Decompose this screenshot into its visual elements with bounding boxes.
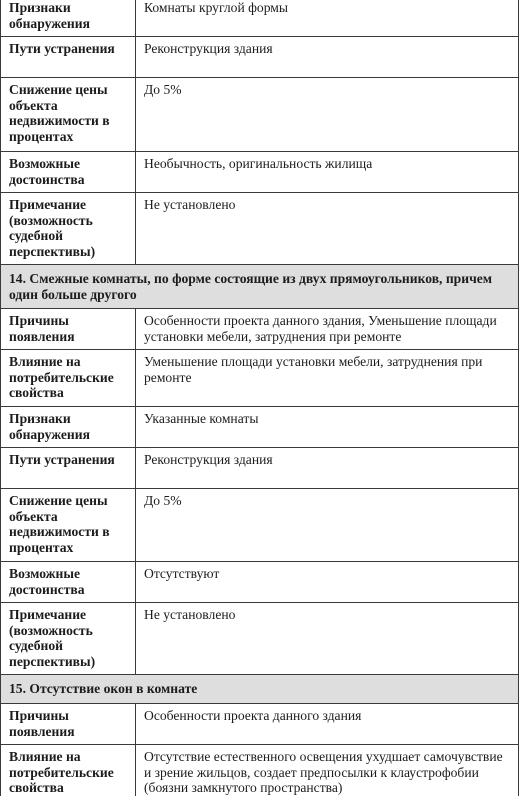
table-row [1, 78, 519, 152]
row-label: Признаки обнаружения [1, 0, 136, 37]
row-value: До 5% [136, 78, 519, 152]
row-label: Причины появления [1, 704, 136, 745]
row-value: Отсутствие естественного освещения ухудшает самочувствие и зрение жильцов, создает предпосылки к клаустрофобии (боязни замкнутого пространства) [136, 745, 519, 796]
row-label: Влияние на потребительские свойства [1, 350, 136, 407]
row-value: Не установлено [136, 603, 519, 675]
section-header [1, 675, 519, 704]
table-row [1, 562, 519, 603]
table-row [1, 152, 519, 193]
row-label: Снижение цены объекта недвижимости в процентах [1, 489, 136, 562]
row-value: Не установлено [136, 193, 519, 265]
row-value: Реконструкция здания [136, 448, 519, 489]
table-row [1, 407, 519, 448]
row-value: Указанные комнаты [136, 407, 519, 448]
row-value: Особенности проекта данного здания, Уменьшение площади установки мебели, затруднения при ремонте [136, 309, 519, 350]
row-label: Примечание (возможность судебной перспективы) [1, 603, 136, 675]
row-label: Примечание (возможность судебной перспективы) [1, 193, 136, 265]
row-label: Пути устранения [1, 448, 136, 489]
section-title: 14. Смежные комнаты, по форме состоящие из двух прямоугольников, причем один больше другого [1, 265, 519, 309]
table-row [1, 489, 519, 562]
row-label: Пути устранения [1, 37, 136, 78]
row-value: Уменьшение площади установки мебели, затруднения при ремонте [136, 350, 519, 407]
section-header [1, 265, 519, 309]
table-row [1, 193, 519, 265]
row-label: Влияние на потребительские свойства [1, 745, 136, 796]
row-value: До 5% [136, 489, 519, 562]
row-label: Признаки обнаружения [1, 407, 136, 448]
row-label: Возможные достоинства [1, 562, 136, 603]
table-row [1, 350, 519, 407]
table-row [1, 309, 519, 350]
row-value: Особенности проекта данного здания [136, 704, 519, 745]
row-value: Необычность, оригинальность жилища [136, 152, 519, 193]
row-value: Реконструкция здания [136, 37, 519, 78]
row-label: Причины появления [1, 309, 136, 350]
row-value: Отсутствуют [136, 562, 519, 603]
row-label: Снижение цены объекта недвижимости в процентах [1, 78, 136, 152]
table-row [1, 37, 519, 78]
section-title: 15. Отсутствие окон в комнате [1, 675, 519, 704]
table-row [1, 448, 519, 489]
row-label: Возможные достоинства [1, 152, 136, 193]
table-row [1, 704, 519, 745]
table-row [1, 745, 519, 796]
table-row [1, 603, 519, 675]
row-value: Комнаты круглой формы [136, 0, 519, 37]
table-row [1, 0, 519, 37]
